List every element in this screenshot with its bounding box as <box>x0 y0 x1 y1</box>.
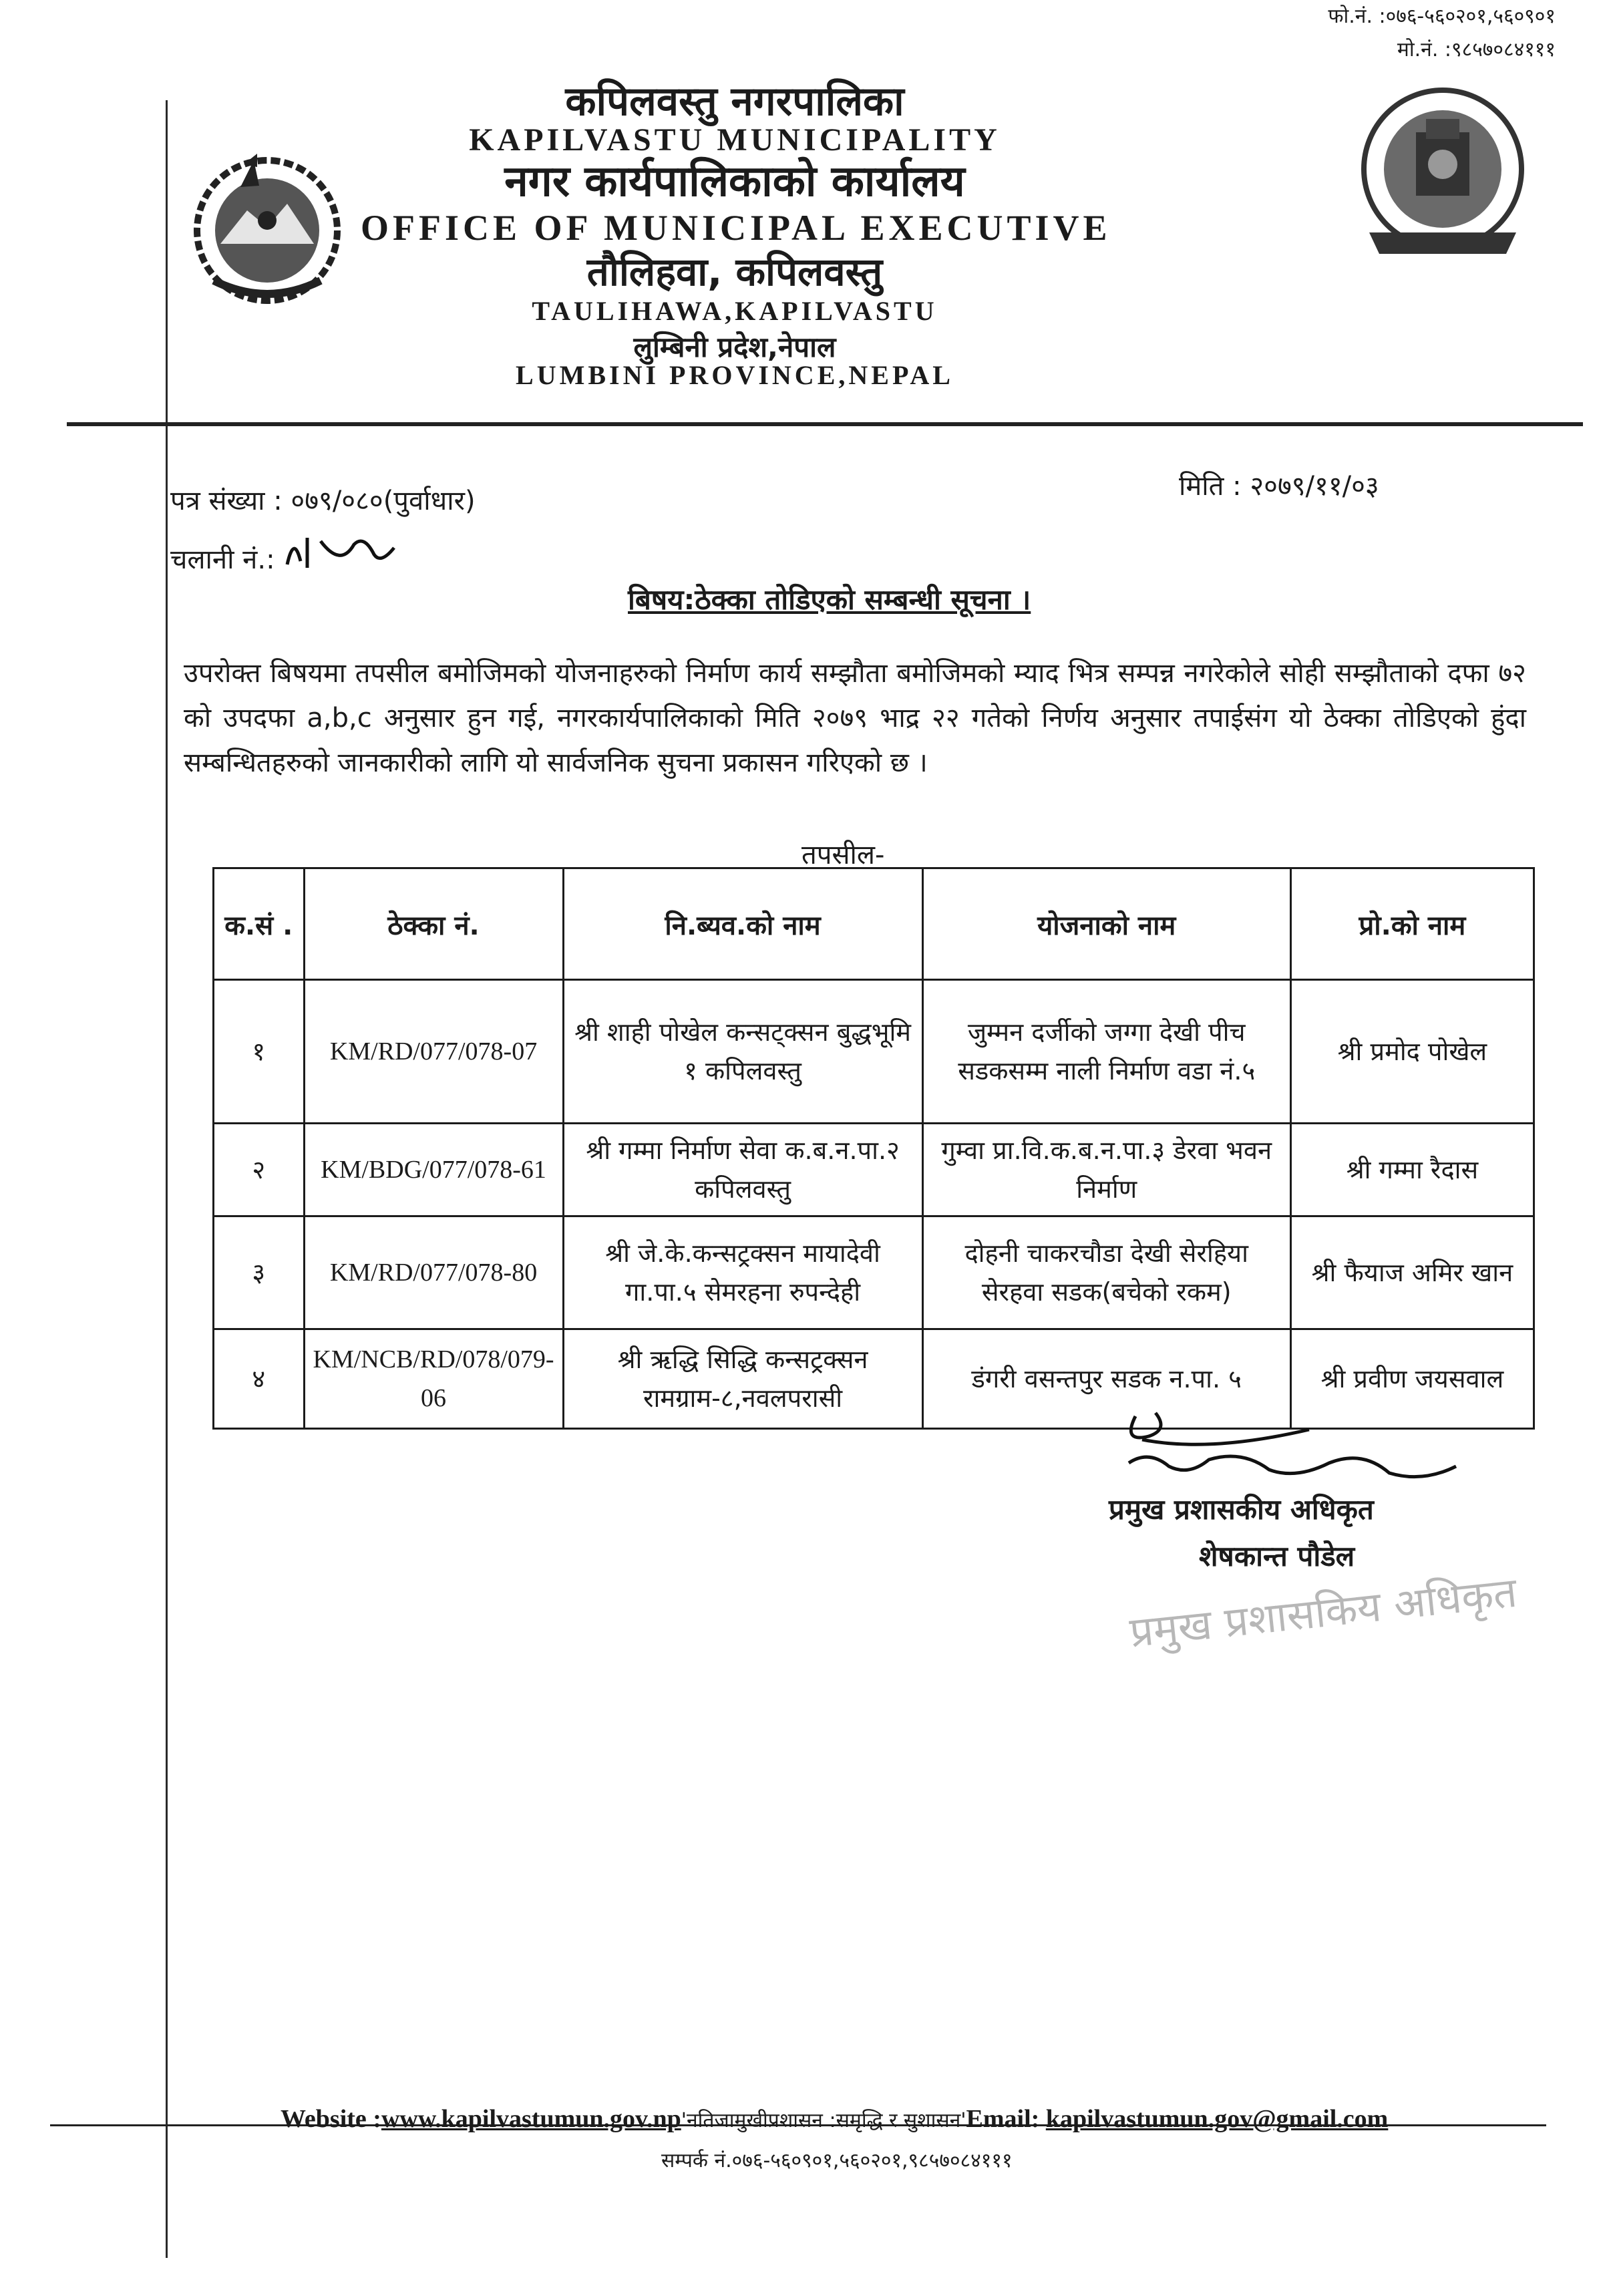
handwritten-signature <box>1109 1403 1509 1496</box>
place-name-np: तौलिहवा, कपिलवस्तु <box>586 249 883 295</box>
footer-website-line <box>281 2104 1388 2134</box>
cell-project: दोहनी चाकरचौडा देखी सेरहिया सेरहवा सडक(बचेको रकम) <box>922 1216 1290 1329</box>
phone-number: फो.नं. :०७६-५६०२०१,५६०९०१ <box>1328 5 1556 28</box>
cell-serial: १ <box>214 980 305 1124</box>
website-label: Website : <box>281 2105 381 2133</box>
header-project-name: योजनाको नाम <box>922 868 1290 980</box>
details-title: तपसील- <box>801 840 885 870</box>
cell-serial: ३ <box>214 1216 305 1329</box>
signatory-name: शेषकान्त पौडेल <box>1199 1540 1355 1573</box>
cell-builder: श्री शाही पोखेल कन्सट्क्सन बुद्धभूमि १ कपिलवस्तु <box>563 980 922 1124</box>
province-name-np: लुम्बिनी प्रदेश,नेपाल <box>633 331 836 363</box>
reference-number: पत्र संख्या : ०७९/०८०(पुर्वाधार) <box>170 486 476 516</box>
official-stamp: प्रमुख प्रशासकिय अधिकृत <box>1127 1567 1519 1657</box>
cell-project: गुम्वा प्रा.वि.क.ब.न.पा.३ डेरवा भवन निर्माण <box>922 1124 1290 1216</box>
notice-body: उपरोक्त बिषयमा तपसील बमोजिमको योजनाहरुको निर्माण कार्य सम्झौता बमोजिमको म्याद भित्र सम्पन्न नगरेकोले सोही सम्झौताको दफा ७२ को उपदफा a,b,c अनुसार हुन गई, नगरकार्यपालिकाको मिति २०७९ भाद्र २२ गतेको निर्णय अनुसार तपाईसंग यो ठेक्का तोडिएको हुंदा सम्बन्धितहरुको जानकारीको लागि यो सार्वजनिक सुचना प्रकासन गरिएको छ । <box>184 658 1526 778</box>
cell-proprietor: श्री फैयाज अमिर खान <box>1290 1216 1534 1329</box>
municipality-name-np: कपिलवस्तु नगरपालिका <box>565 78 904 125</box>
letter-date: मिति : २०७९/११/०३ <box>1179 471 1379 502</box>
website-link[interactable]: www.kapilvastumun.gov.np <box>381 2105 681 2133</box>
email-label: Email: <box>966 2105 1040 2133</box>
cell-serial: ४ <box>214 1329 305 1429</box>
cell-contract-no: KM/NCB/RD/078/079-06 <box>304 1329 563 1429</box>
nepal-emblem-icon <box>174 147 361 307</box>
cell-contract-no: KM/RD/077/078-80 <box>304 1216 563 1329</box>
cell-proprietor: श्री प्रवीण जयसवाल <box>1290 1329 1534 1429</box>
header-proprietor-name: प्रो.को नाम <box>1290 868 1534 980</box>
cell-serial: २ <box>214 1124 305 1216</box>
email-link[interactable]: kapilvastumun.gov@gmail.com <box>1045 2105 1389 2133</box>
cell-contract-no: KM/RD/077/078-07 <box>304 980 563 1124</box>
footer-contact-numbers: सम्पर्क नं.०७६-५६०९०१,५६०२०१,९८५७०८४१११ <box>661 2149 1013 2172</box>
province-name-en: LUMBINI PROVINCE,NEPAL <box>516 360 954 390</box>
signatory-title: प्रमुख प्रशासकीय अधिकृत <box>1109 1493 1374 1526</box>
terminated-contracts-table <box>212 867 1535 1430</box>
subject-line: बिषय:ठेक्का तोडिएको सम्बन्धी सूचना । <box>628 583 1031 616</box>
header-divider <box>67 422 1583 426</box>
header-contract-no: ठेक्का नं. <box>304 868 563 980</box>
cell-project: जुम्मन दर्जीको जग्गा देखी पीच सडकसम्म नाली निर्माण वडा नं.५ <box>922 980 1290 1124</box>
dispatch-number-label: चलानी नं.: <box>170 544 275 575</box>
office-name-en: OFFICE OF MUNICIPAL EXECUTIVE <box>361 208 1111 248</box>
cell-project: डंगरी वसन्तपुर सडक न.पा. ५ <box>922 1329 1290 1429</box>
office-name-np: नगर कार्यपालिकाको कार्यालय <box>504 157 965 206</box>
place-name-en: TAULIHAWA,KAPILVASTU <box>532 296 938 326</box>
cell-builder: श्री जे.के.कन्सट्रक्सन मायादेवी गा.पा.५ सेमरहना रुपन्देही <box>563 1216 922 1329</box>
dispatch-number-handwritten <box>281 528 454 581</box>
cell-builder: श्री गम्मा निर्माण सेवा क.ब.न.पा.२ कपिलवस्तु <box>563 1124 922 1216</box>
municipality-seal-logo <box>1343 79 1543 273</box>
municipality-name-en: KAPILVASTU MUNICIPALITY <box>469 122 1001 158</box>
mobile-number: मो.नं. :९८५७०८४१११ <box>1397 38 1556 61</box>
table-row <box>214 1124 1534 1216</box>
cell-proprietor: श्री गम्मा रैदास <box>1290 1124 1534 1216</box>
header-serial: क.सं . <box>214 868 305 980</box>
cell-builder: श्री ऋद्धि सिद्धि कन्सट्रक्सन रामग्राम-८,नवलपरासी <box>563 1329 922 1429</box>
cell-contract-no: KM/BDG/077/078-61 <box>304 1124 563 1216</box>
table-row <box>214 980 1534 1124</box>
table-header-row <box>214 868 1534 980</box>
footer-tagline: 'नतिजामुखीप्रशासन :समृद्धि र सुशासन' <box>681 2109 966 2132</box>
cell-proprietor: श्री प्रमोद पोखेल <box>1290 980 1534 1124</box>
header-builder-name: नि.ब्यव.को नाम <box>563 868 922 980</box>
table-row <box>214 1216 1534 1329</box>
